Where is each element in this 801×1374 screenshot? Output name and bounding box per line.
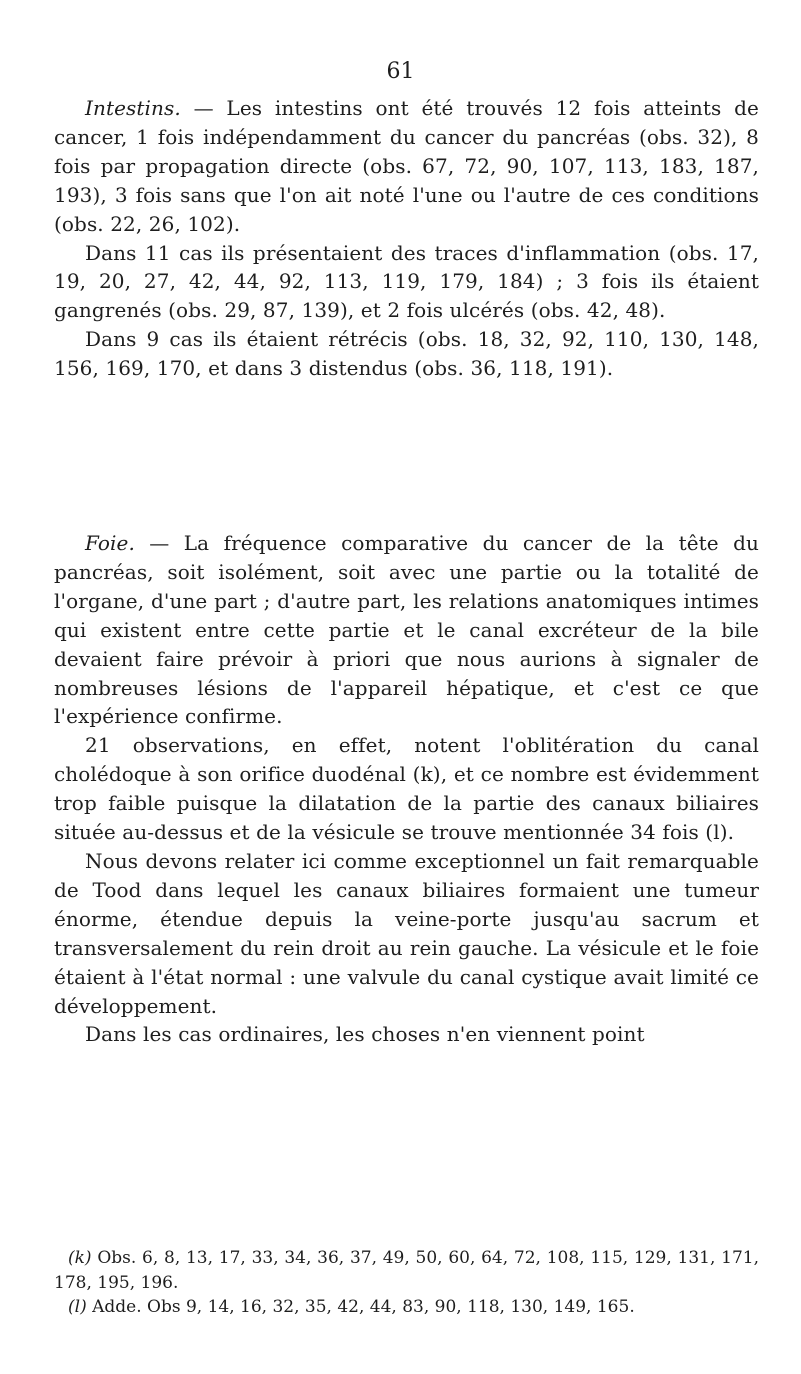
footnote-mark: (k) bbox=[68, 1248, 92, 1268]
footnote-mark: (l) bbox=[68, 1297, 87, 1318]
paragraph: Nous devons relater ici comme exceptionnel un fait remarquable de Tood dans lequel les canaux biliaires formaient une tumeur énorme, étendue depuis la veine-porte jusqu'au sacrum et transversalement du rein droit au rein gauche. La vésicule et le foie étaient à l'état normal : une valvule du canal cystique avait limité ce développement. bbox=[54, 848, 759, 1018]
paragraph-text: — Les intestins ont été trouvés 12 fois atteints de cancer, 1 fois indépendamment du cancer du pancréas (obs. 32), 8 fois par propagation directe (obs. 67, 72, 90, 107, 113, 183, 187, 193), 3 fois sans que l'on ait noté l'une ou l'autre de ces conditions (obs. 22, 26, 102). bbox=[54, 96, 759, 236]
paragraph: 21 observations, en effet, notent l'oblitération du canal cholédoque à son orifice duodénal (k), et ce nombre est évidemment trop faible puisque la dilatation de la partie des canaux biliaires située au-dessus et de la vésicule se trouve mentionnée 34 fois (l). bbox=[54, 733, 759, 845]
body-text bbox=[54, 529, 759, 1049]
paragraph: Dans 11 cas ils présentaient des traces d'inflammation (obs. 17, 19, 20, 27, 42, 44, 92, 113, 119, 179, 184) ; 3 fois ils étaient gangrenés (obs. 29, 87, 139), et 2 fois ulcérés (obs. 42, 48). bbox=[54, 240, 759, 323]
section-heading: Foie. bbox=[85, 531, 135, 555]
footnote bbox=[54, 1246, 759, 1295]
section-heading: Intestins. bbox=[85, 96, 181, 120]
footnote bbox=[54, 1295, 759, 1320]
paragraph: Dans les cas ordinaires, les choses n'en viennent point bbox=[85, 1022, 645, 1047]
footnote-text: Adde. Obs 9, 14, 16, 32, 35, 42, 44, 83, 90, 118, 130, 149, 165. bbox=[86, 1297, 635, 1318]
paragraph bbox=[54, 529, 759, 731]
body-text bbox=[54, 94, 759, 383]
paragraph: Dans 9 cas ils étaient rétrécis (obs. 18, 32, 92, 110, 130, 148, 156, 169, 170, et dans 3 distendus (obs. 36, 118, 191). bbox=[54, 327, 759, 381]
paragraph-text: — La fréquence comparative du cancer de la tête du pancréas, soit isolément, soit avec une partie ou la totalité de l'organe, d'une part ; d'autre part, les relations anatomiques intimes qui existent entre cette partie et le canal excréteur de la bile devaient faire prévoir à priori que nous aurions à signaler de nombreuses lésions de l'appareil hépatique, et c'est ce que l'expérience confirme. bbox=[54, 531, 759, 729]
paragraph bbox=[54, 94, 759, 239]
footnote-text: Obs. 6, 8, 13, 17, 33, 34, 36, 37, 49, 50, 60, 64, 72, 108, 115, 129, 131, 171, 178, 195, 196. bbox=[54, 1248, 759, 1293]
footnotes bbox=[54, 1246, 759, 1320]
page-number: 61 bbox=[386, 59, 415, 84]
